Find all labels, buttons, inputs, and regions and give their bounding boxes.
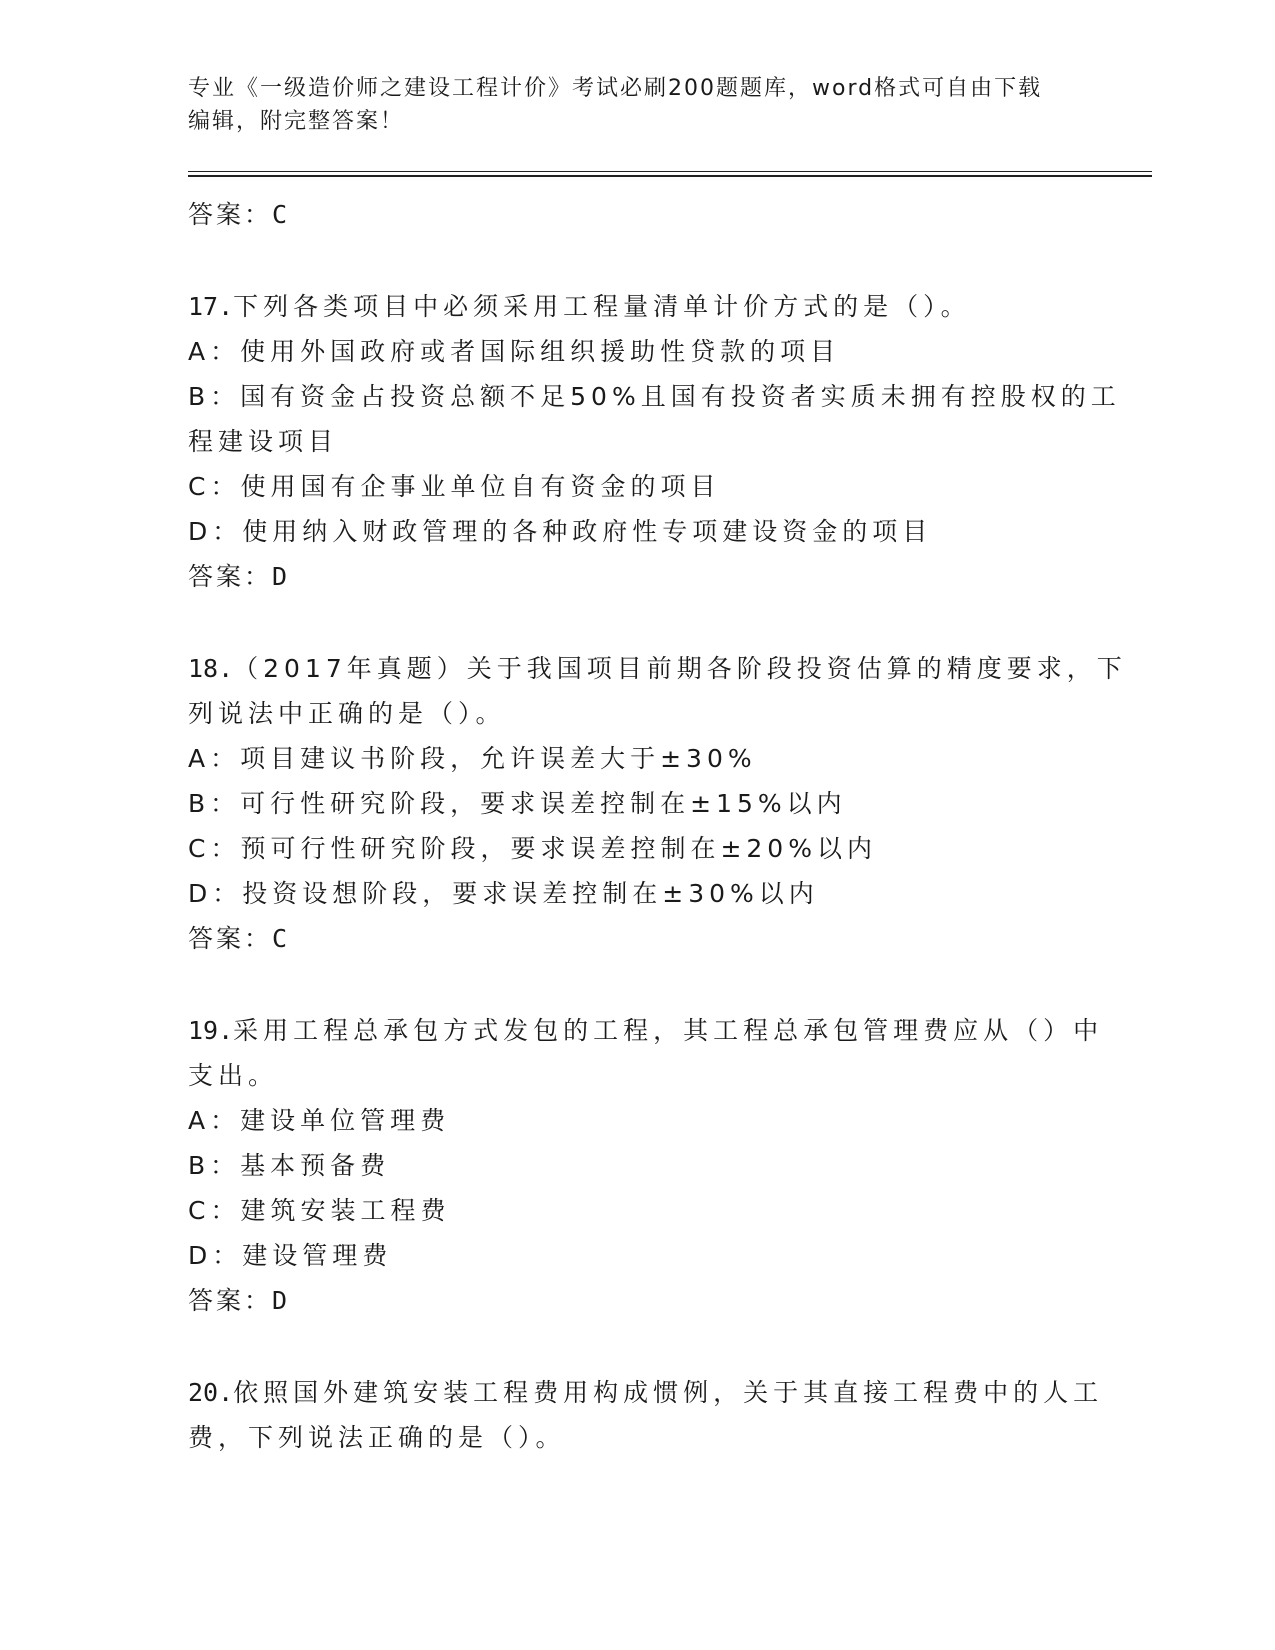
- option-line: D：建设管理费: [188, 1241, 393, 1270]
- option-line: A：建设单位管理费: [188, 1106, 451, 1135]
- question-number: 20.: [188, 1378, 234, 1407]
- answer-line: [188, 554, 1088, 599]
- question-stem-text: 支出。: [188, 1061, 279, 1090]
- question-block: [188, 284, 1121, 599]
- question-stem-text: 费，下列说法正确的是（）。: [188, 1423, 566, 1452]
- answer-value: C: [272, 200, 291, 229]
- question-number: 18.: [188, 654, 234, 683]
- question-list: [188, 192, 1127, 1460]
- answer-value: C: [272, 924, 291, 953]
- question-stem-line: [188, 1370, 1104, 1415]
- question-stem-line: [188, 1415, 1088, 1460]
- question-stem-line: [188, 646, 1127, 691]
- question-block: [188, 1008, 1104, 1323]
- answer-value: D: [272, 562, 291, 591]
- answer-line: [188, 916, 1088, 961]
- question-stem-text: （2017年真题）关于我国项目前期各阶段投资估算的精度要求，下: [233, 654, 1127, 683]
- question-stem-line: [188, 1053, 1088, 1098]
- option-line: B：国有资金占投资总额不足50%且国有投资者实质未拥有控股权的工: [188, 382, 1121, 411]
- option-line: B：可行性研究阶段，要求误差控制在±15%以内: [188, 789, 847, 818]
- question-stem-text: 列说法中正确的是（）。: [188, 699, 506, 728]
- option-line: A：使用外国政府或者国际组织援助性贷款的项目: [188, 337, 841, 366]
- question-stem-line: [188, 691, 1088, 736]
- option-line: B：基本预备费: [188, 1151, 391, 1180]
- answer-line: [188, 192, 1088, 237]
- option-line: D：使用纳入财政管理的各种政府性专项建设资金的项目: [188, 517, 933, 546]
- question-stem-text: 依照国外建筑安装工程费用构成惯例，关于其直接工程费中的人工: [233, 1378, 1104, 1407]
- document-header: [188, 72, 1088, 138]
- question-stem-text: 采用工程总承包方式发包的工程，其工程总承包管理费应从（）中: [233, 1016, 1104, 1045]
- header-divider-thin: [188, 171, 1152, 172]
- answer-label: 答案：: [188, 924, 273, 953]
- header-title-line-2: 编辑，附完整答案！: [188, 109, 405, 134]
- answer-label: 答案：: [188, 562, 273, 591]
- answer-label: 答案：: [188, 1286, 273, 1315]
- header-title-line-1: 专业《一级造价师之建设工程计价》考试必刷200题题库，word格式可自由下载: [188, 76, 1043, 101]
- option-line: C：预可行性研究阶段，要求误差控制在±20%以内: [188, 834, 877, 863]
- question-stem-line: [188, 1008, 1104, 1053]
- question-stem-text: 下列各类项目中必须采用工程量清单计价方式的是（）。: [233, 292, 971, 321]
- question-block: [188, 646, 1127, 961]
- option-line: A：项目建议书阶段，允许误差大于±30%: [188, 744, 757, 773]
- answer-value: D: [272, 1286, 291, 1315]
- header-divider-thick: [188, 175, 1152, 177]
- answer-line: [188, 1278, 1088, 1323]
- question-number: 17.: [188, 292, 234, 321]
- answer-label: 答案：: [188, 200, 273, 229]
- question-block: [188, 1370, 1104, 1460]
- question-stem-line: [188, 284, 1088, 329]
- option-line: D：投资设想阶段，要求误差控制在±30%以内: [188, 879, 819, 908]
- option-line: C：使用国有企事业单位自有资金的项目: [188, 472, 721, 501]
- option-line: C：建筑安装工程费: [188, 1196, 451, 1225]
- option-line: 程建设项目: [188, 427, 339, 456]
- question-number: 19.: [188, 1016, 234, 1045]
